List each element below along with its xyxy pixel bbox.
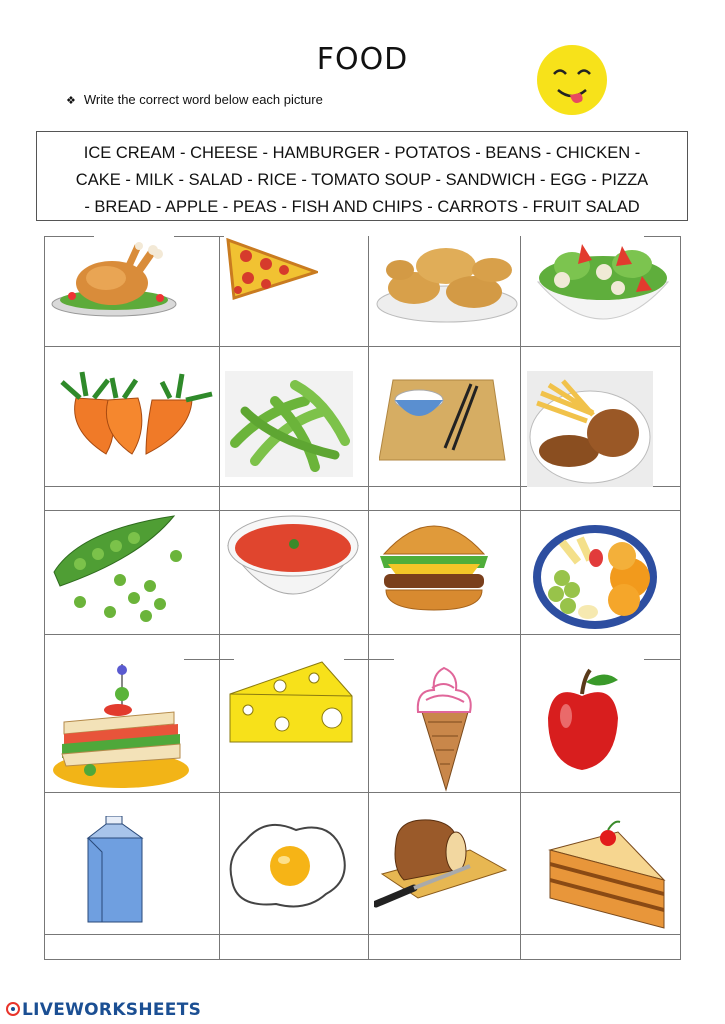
page-title: FOOD xyxy=(316,42,409,77)
potatoes-icon xyxy=(374,236,520,326)
footer-brand[interactable] xyxy=(6,1000,201,1020)
pizza-icon xyxy=(226,238,318,300)
chicken-icon xyxy=(50,238,178,322)
word-bank-line: - BREAD - APPLE - PEAS - FISH AND CHIPS - CARROTS - FRUIT SALAD xyxy=(84,198,640,216)
bullet-icon: ❖ xyxy=(66,95,76,107)
sandwich-icon xyxy=(50,658,192,792)
beans-icon xyxy=(225,371,353,477)
smiley-icon xyxy=(536,44,608,116)
fish-and-chips-icon xyxy=(527,371,653,487)
instruction-text: Write the correct word below each picture xyxy=(83,92,323,107)
carrots-icon xyxy=(50,370,218,456)
salad-icon xyxy=(532,236,674,330)
apple-icon xyxy=(544,664,622,774)
ice-cream-icon xyxy=(414,660,476,792)
egg-icon xyxy=(226,820,350,910)
cake-icon xyxy=(544,820,666,930)
peas-icon xyxy=(50,512,190,624)
liveworksheets-logo-icon xyxy=(6,1002,20,1016)
fruit-salad-icon xyxy=(532,522,658,632)
cheese-icon xyxy=(228,660,354,744)
instruction xyxy=(66,92,323,107)
milk-icon xyxy=(82,816,148,926)
word-bank-line: ICE CREAM - CHEESE - HAMBURGER - POTATOS - BEANS - CHICKEN - xyxy=(83,144,641,162)
bread-icon xyxy=(374,818,510,908)
word-bank-line: CAKE - MILK - SALAD - RICE - TOMATO SOUP - SANDWICH - EGG - PIZZA xyxy=(75,171,649,189)
tomato-soup-icon xyxy=(226,512,360,606)
word-bank xyxy=(36,131,688,221)
rice-icon xyxy=(379,376,507,462)
hamburger-icon xyxy=(376,514,492,614)
footer-brand-text: LIVEWORKSHEETS xyxy=(22,1000,202,1020)
